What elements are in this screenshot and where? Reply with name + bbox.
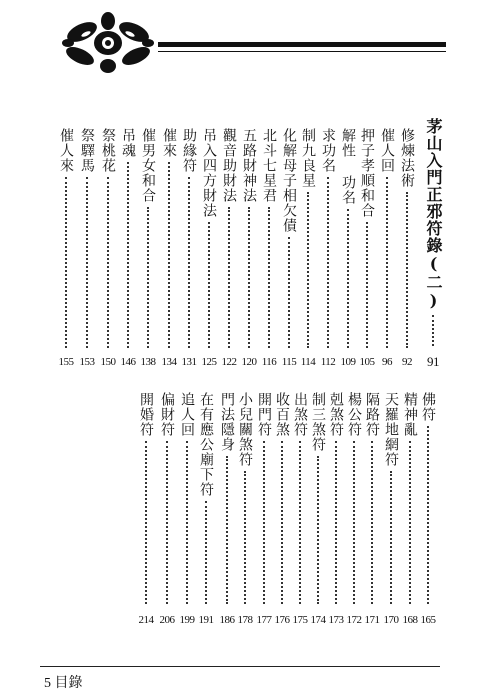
toc-leader: [281, 441, 283, 604]
toc-entry[interactable]: [217, 392, 237, 610]
toc-entry-page: 175: [292, 614, 308, 626]
toc-leader: [371, 441, 373, 604]
toc-leader: [107, 177, 109, 348]
toc-entry-label: 催人來: [58, 128, 74, 173]
toc-entry-label: 追人回: [179, 392, 195, 437]
toc-entry-page: 131: [181, 356, 197, 368]
toc-leader: [327, 177, 329, 348]
toc-entry[interactable]: [397, 128, 417, 354]
toc-entry[interactable]: [377, 128, 397, 354]
toc-entry-label: 解性 功名: [340, 128, 356, 205]
toc-entry-label: 天羅地網符: [383, 392, 399, 467]
toc-entry-label: 制三煞符: [310, 392, 326, 452]
toc-leader: [268, 207, 270, 348]
toc-entry-label: 收百煞: [274, 392, 290, 437]
toc-leader: [288, 237, 290, 348]
toc-entry-label: 修煉法術: [399, 128, 415, 188]
toc-entry-label: 祭桃花: [100, 128, 116, 173]
toc-entry[interactable]: [344, 392, 364, 610]
toc-entry-page: 150: [100, 356, 116, 368]
toc-leader: [386, 177, 388, 348]
toc-entry[interactable]: [179, 128, 199, 354]
toc-entry[interactable]: [98, 128, 118, 354]
toc-entry[interactable]: [259, 128, 279, 354]
toc-leader: [427, 426, 429, 604]
toc-leader: [390, 471, 392, 604]
toc-entry[interactable]: [157, 392, 177, 610]
toc-entry[interactable]: [318, 128, 338, 354]
toc-entry-label: 剋煞符: [328, 392, 344, 437]
toc-entry-page: 178: [237, 614, 253, 626]
toc-entry-page: 206: [159, 614, 175, 626]
toc-entry-page: 153: [79, 356, 95, 368]
toc-entry-page: 173: [328, 614, 344, 626]
toc-leader: [409, 441, 411, 604]
toc-entry[interactable]: [418, 392, 438, 610]
toc-entry-label: 求功名: [320, 128, 336, 173]
toc-entry-page: 176: [274, 614, 290, 626]
toc-leader: [226, 456, 228, 604]
toc-entry-page: 96: [382, 356, 392, 368]
toc-leader: [366, 222, 368, 348]
toc-leader: [205, 501, 207, 604]
toc-entry-label: 催男女和合: [140, 128, 156, 203]
toc-entry[interactable]: [77, 128, 97, 354]
toc-entry-page: 165: [420, 614, 436, 626]
toc-entry-page: 171: [364, 614, 380, 626]
toc-leader: [228, 207, 230, 348]
toc-entry-page: 191: [198, 614, 214, 626]
toc-entry[interactable]: [381, 392, 401, 610]
toc-entry-page: 172: [346, 614, 362, 626]
toc-entry-label: 催人回: [379, 128, 395, 173]
toc-entry-page: 199: [179, 614, 195, 626]
toc-entry-page: 177: [256, 614, 272, 626]
toc-entry-page: 122: [221, 356, 237, 368]
toc-title: 茅山入門正邪符錄(二): [424, 118, 443, 311]
toc-entry-page: 214: [138, 614, 154, 626]
toc-entry-label: 制九良星: [300, 128, 316, 188]
toc-entry-page: 114: [300, 356, 316, 368]
toc-entry-label: 吊魂: [120, 128, 136, 158]
toc-leader: [166, 441, 168, 604]
toc-leader: [248, 207, 250, 348]
toc-entry-page: 146: [120, 356, 136, 368]
toc-entry-label: 出煞符: [292, 392, 308, 437]
toc-entry-label: 吊入四方財法: [201, 128, 217, 218]
toc-entry-page: 168: [402, 614, 418, 626]
page-footer: 5 目錄: [44, 676, 83, 691]
toc-entry-label: 隔路符: [364, 392, 380, 437]
toc-entry-label: 北斗七星君: [261, 128, 277, 203]
toc-entry-page: 120: [241, 356, 257, 368]
toc-entry-page: 186: [219, 614, 235, 626]
toc-entry-page: 170: [383, 614, 399, 626]
header-rule-thick: [158, 42, 446, 47]
footer-rule: [40, 666, 440, 667]
toc-entry-label: 開門符: [256, 392, 272, 437]
toc-entry-label: 祭驛馬: [79, 128, 95, 173]
toc-entry[interactable]: [239, 128, 259, 354]
toc-entry-label: 五路財神法: [241, 128, 257, 203]
toc-entry-label: 小兒關煞符: [237, 392, 253, 467]
header-rule-thin: [158, 51, 446, 52]
toc-entry-label: 化解母子相欠債: [281, 128, 297, 233]
toc-title-page: 91: [427, 354, 439, 369]
toc-entry-page: 115: [281, 356, 297, 368]
toc-leader: [127, 162, 129, 348]
toc-entry[interactable]: [177, 392, 197, 610]
toc-entry[interactable]: [136, 392, 156, 610]
toc-entry-page: 105: [359, 356, 375, 368]
toc-entry-label: 精神亂: [402, 392, 418, 437]
toc-leader: [244, 471, 246, 604]
toc-entry-page: 134: [161, 356, 177, 368]
toc-leader: [406, 192, 408, 348]
toc-entry[interactable]: [326, 392, 346, 610]
toc-leader: [168, 162, 170, 348]
toc-entry[interactable]: [56, 128, 76, 354]
toc-entry[interactable]: [159, 128, 179, 354]
toc-entry[interactable]: [199, 128, 219, 354]
toc-entry[interactable]: [254, 392, 274, 610]
toc-entry-label: 門法隱身: [219, 392, 235, 452]
toc-entry-label: 偏財符: [159, 392, 175, 437]
toc-entry[interactable]: [279, 128, 299, 354]
toc-entry[interactable]: [308, 392, 328, 610]
toc-leader: [353, 441, 355, 604]
toc-leader: [299, 441, 301, 604]
toc-entry[interactable]: [219, 128, 239, 354]
toc-entry[interactable]: [400, 392, 420, 610]
toc-leader: [147, 207, 149, 348]
toc-entry-label: 催來: [161, 128, 177, 158]
toc-title-column: [423, 118, 443, 352]
toc-leader: [208, 222, 210, 348]
toc-entry[interactable]: [298, 128, 318, 354]
toc-leader: [186, 441, 188, 604]
toc-entry-label: 觀音助財法: [221, 128, 237, 203]
toc-entry-label: 押子孝順和合: [359, 128, 375, 218]
toc-entry-label: 楊公符: [346, 392, 362, 437]
toc-entry[interactable]: [338, 128, 358, 354]
toc-entry[interactable]: [196, 392, 216, 610]
toc-entry[interactable]: [290, 392, 310, 610]
toc-leader: [335, 441, 337, 604]
toc-entry-label: 開婚符: [138, 392, 154, 437]
toc-leader: [86, 177, 88, 348]
toc-entry[interactable]: [138, 128, 158, 354]
toc-entry-page: 92: [402, 356, 412, 368]
toc-leader: [263, 441, 265, 604]
toc-entry-label: 在有應公廟下符: [198, 392, 214, 497]
toc-leader: [65, 177, 67, 348]
toc-entry-page: 125: [201, 356, 217, 368]
toc-entry-page: 174: [310, 614, 326, 626]
toc-leader: [188, 177, 190, 348]
toc-leader: [432, 315, 434, 346]
toc-leader: [347, 209, 349, 348]
toc-entry[interactable]: [118, 128, 138, 354]
toc-entry-label: 佛符: [420, 392, 436, 422]
toc-entry[interactable]: [362, 392, 382, 610]
toc-leader: [307, 192, 309, 348]
toc-entry-page: 109: [340, 356, 356, 368]
toc-entry-label: 助緣符: [181, 128, 197, 173]
toc-entry-page: 155: [58, 356, 74, 368]
toc-entry[interactable]: [272, 392, 292, 610]
toc-leader: [145, 441, 147, 604]
toc-entry[interactable]: [357, 128, 377, 354]
floral-ornament-icon: [62, 12, 154, 74]
toc-entry-page: 116: [261, 356, 277, 368]
toc-entry-page: 138: [140, 356, 156, 368]
toc-leader: [317, 456, 319, 604]
toc-entry-page: 112: [320, 356, 336, 368]
toc-entry[interactable]: [235, 392, 255, 610]
